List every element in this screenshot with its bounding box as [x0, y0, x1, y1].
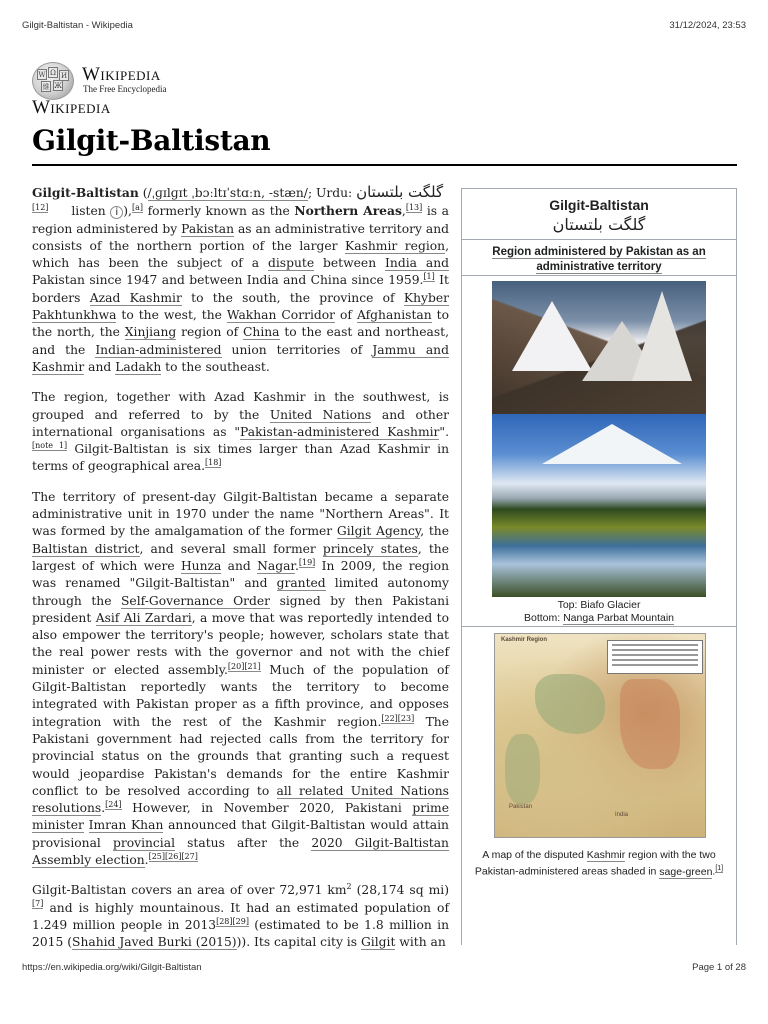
- link-zardari[interactable]: Asif Ali Zardari: [95, 610, 192, 625]
- link-nagar[interactable]: Nagar: [257, 558, 295, 573]
- link-nanga-parbat[interactable]: Nanga Parbat Mountain: [563, 612, 674, 624]
- link-pakistan[interactable]: Pakistan: [181, 221, 235, 236]
- link-wakhan[interactable]: Wakhan Corridor: [226, 308, 336, 323]
- title-rule: [32, 164, 737, 166]
- link-china[interactable]: China: [243, 325, 280, 340]
- infobox-native-name: گلگت بلتستان: [552, 215, 646, 234]
- t: )). Its capital city is: [236, 935, 361, 950]
- t: Much of the population of Gilgit-Baltistan reportedly wants the territory to become integrated with Pakistan proper as a fifth province, and opposes integration with the rest of the Kashmir region.: [32, 662, 449, 729]
- t: (estimated to be 1.8 million in 2015 (: [32, 917, 449, 950]
- ref-1[interactable]: [1]: [423, 272, 435, 282]
- ref-13[interactable]: [13]: [405, 203, 423, 213]
- photo-caption: [462, 599, 736, 625]
- infobox-divider: [462, 239, 736, 240]
- paragraph-2: [32, 389, 449, 475]
- t: to the east and northeast, and the: [32, 325, 449, 357]
- infobox-divider: [462, 275, 736, 276]
- t: The territory of present-day Gilgit-Baltistan became a separate administrative unit in 1970 under the name "Northern Areas". It was formed by the amalgamation of the former: [32, 489, 449, 539]
- infobox-subtitle-text[interactable]: Region administered by Pakistan as an administrative territory: [492, 246, 706, 273]
- t: [84, 818, 89, 832]
- map-azad-kashmir-area: [505, 734, 540, 804]
- t: Pakistan since 1947 and between India and China since 1959.: [32, 273, 424, 288]
- wordmark-secondary: Wikipedia: [32, 97, 111, 118]
- t: and: [221, 558, 258, 573]
- link-granted[interactable]: granted: [276, 576, 326, 591]
- t: , the: [420, 524, 449, 539]
- paragraph-1: Gilgit-Baltistan (/ˌɡɪlɡɪt ˌbɔːltɪˈstɑːn, -stæn/; Urdu: گلگت بلتستان [12] listen i ),[a] formerly known as the Northern Areas,[13] is a region administered by Pakistan as an administrative territory and consists of the northern portion of the larger Kashmir region, which has been the subject of a dispute between India and Pakistan since 1947 and between India and China since 1959.[1] It borders Azad Kashmir to the south, the province of Khyber Pakhtunkhwa to the west, the Wakhan Corridor of Afghanistan to the north, the Xinjiang region of China to the east and northeast, and the Indian-administered union territories of Jammu and Kashmir and Ladakh to the southeast.: [32, 183, 449, 374]
- link-princely[interactable]: princely states: [322, 541, 418, 556]
- link-azad-kashmir[interactable]: Azad Kashmir: [89, 290, 182, 305]
- note-1[interactable]: [note 1]: [32, 441, 68, 451]
- link-kashmir[interactable]: Kashmir: [586, 849, 626, 861]
- link-baltistan[interactable]: Baltistan district: [32, 541, 140, 556]
- link-election[interactable]: 2020 Gilgit-Baltistan Assembly election: [32, 835, 449, 867]
- map-label-india: India: [615, 812, 629, 818]
- link-jammu-kashmir[interactable]: Jammu and Kashmir: [32, 342, 449, 374]
- biafo-glacier-photo[interactable]: [492, 281, 706, 414]
- infobox-subtitle: [474, 245, 724, 275]
- link-burki[interactable]: Shahid Javed Burki (2015): [72, 935, 237, 950]
- link-afghanistan[interactable]: Afghanistan: [356, 308, 432, 323]
- link-pm[interactable]: prime minister: [32, 801, 449, 833]
- ref-12[interactable]: [12]: [32, 203, 49, 213]
- print-footer-url: https://en.wikipedia.org/wiki/Gilgit-Baltistan: [22, 962, 202, 973]
- lead-name: Gilgit-Baltistan: [32, 185, 139, 200]
- caption-top: Top: Biafo Glacier: [557, 599, 641, 611]
- link-un[interactable]: United Nations: [269, 407, 372, 422]
- t: (28,174 sq mi): [351, 883, 449, 898]
- t: with an: [395, 935, 446, 950]
- wordmark: Wikipedia: [82, 64, 161, 85]
- print-footer: [22, 962, 746, 976]
- t: to the south, the province of: [181, 290, 404, 305]
- peak-shape: [512, 301, 592, 371]
- kashmir-region-map[interactable]: [494, 633, 706, 838]
- t: The region, together with Azad Kashmir in the southwest, is grouped and referred to by the: [32, 390, 449, 422]
- ref-18[interactable]: [18]: [205, 458, 222, 468]
- link-sage-green[interactable]: sage-green: [659, 865, 713, 878]
- tagline: The Free Encyclopedia: [83, 84, 167, 94]
- t: .: [712, 865, 716, 878]
- t: region with the two Pakistan-administered areas shaded in: [474, 849, 716, 878]
- t: to the southeast.: [161, 359, 270, 374]
- t: , the largest of which were: [32, 541, 449, 573]
- link-kpk[interactable]: Khyber Pakhtunkhwa: [32, 290, 449, 323]
- peak-shape: [542, 424, 682, 464]
- t: to the north, the: [32, 308, 449, 340]
- print-header-datetime: 31/12/2024, 23:53: [669, 20, 746, 31]
- t: signed by then Pakistani president: [32, 593, 449, 625]
- link-indian-administered[interactable]: Indian-administered: [95, 342, 222, 357]
- map-title: Kashmir Region: [501, 637, 548, 643]
- ipa-link[interactable]: /ˌɡɪlɡɪt ˌbɔːltɪˈstɑːn, -stæn/: [147, 186, 308, 200]
- t: In 2009, the region was renamed "Gilgit-Baltistan" and: [32, 558, 449, 591]
- urdu-label: ; Urdu:: [307, 186, 353, 200]
- article-body: [32, 184, 449, 964]
- t: It borders: [32, 273, 449, 305]
- note-a[interactable]: [a]: [131, 203, 143, 213]
- link-un-resolutions[interactable]: all related United Nations resolutions: [32, 783, 449, 816]
- t: .: [294, 558, 299, 573]
- t: Gilgit-Baltistan is six times larger than Azad Kashmir in terms of geographical area.: [32, 442, 449, 474]
- map-aksai-chin-area: [620, 679, 680, 769]
- t: union territories of: [221, 342, 373, 357]
- t: , which has been the subject of a: [32, 238, 449, 271]
- print-header: [22, 20, 746, 34]
- t: .: [144, 852, 149, 867]
- t: of: [335, 308, 357, 323]
- link-dispute[interactable]: dispute: [267, 256, 315, 271]
- link-gilgit-agency[interactable]: Gilgit Agency: [336, 524, 421, 539]
- link-kashmir-region[interactable]: Kashmir region: [345, 238, 446, 253]
- ref-22-23[interactable]: [22][23]: [381, 713, 415, 723]
- link-ladakh[interactable]: Ladakh: [115, 359, 162, 374]
- t: ".: [439, 424, 449, 439]
- ref-20-21[interactable]: [20][21]: [227, 661, 261, 671]
- urdu-text: گلگت بلتستان: [356, 183, 444, 201]
- ref-19[interactable]: [19]: [298, 557, 316, 567]
- t: .: [101, 801, 106, 816]
- t: The Pakistani government had rejected calls from the territory for provincial status on the grounds that granting such a request would jeopardise Pakistan's demands for the entire Kashmir conflict to be resolved according to: [32, 714, 449, 798]
- t: However, in November 2020, Pakistani: [121, 801, 413, 816]
- t: and: [84, 359, 116, 374]
- link-gilgit[interactable]: Gilgit: [360, 935, 396, 950]
- map-caption: [472, 849, 726, 879]
- superscript-2: 2: [346, 882, 352, 892]
- t: , a move that was reportedly intended to also empower the territory's people; however, scholars state that the real power rests with the governor and not with the chief minister or elected assembly.: [32, 610, 449, 677]
- t: region of: [176, 325, 243, 340]
- link-xinjiang[interactable]: Xinjiang: [124, 325, 177, 340]
- map-label-pakistan: Pakistan: [509, 804, 533, 810]
- t: limited autonomy through the: [32, 576, 449, 608]
- paragraph-4: [32, 882, 449, 951]
- t: to the west, the: [116, 308, 227, 323]
- map-gilgit-baltistan-area: [535, 674, 605, 734]
- link-india[interactable]: India and: [385, 256, 449, 271]
- t: is a region administered by: [32, 204, 449, 236]
- wikipedia-logo[interactable]: [32, 60, 232, 100]
- ref-25-27[interactable]: [25][26][27]: [148, 851, 198, 861]
- t: announced that Gilgit-Baltistan would attain provisional: [32, 818, 449, 850]
- link-provincial[interactable]: provincial: [112, 835, 176, 850]
- t: and is highly mountainous. It had an estimated population of 1.249 million people in 2013: [32, 900, 449, 932]
- map-legend: [607, 640, 703, 674]
- peak-shape: [632, 291, 692, 381]
- link-imran-khan[interactable]: Imran Khan: [88, 818, 164, 833]
- t: as an administrative territory and consists of the northern portion of the larger: [32, 221, 449, 253]
- caption-bottom-prefix: Bottom:: [523, 612, 564, 624]
- t: , and several small former: [139, 541, 323, 556]
- t: Gilgit-Baltistan covers an area of over 72,971 km: [32, 883, 347, 898]
- speaker-icon[interactable]: i: [110, 206, 123, 219]
- page-title: Gilgit-Baltistan: [32, 124, 271, 157]
- print-footer-page: Page 1 of 28: [692, 962, 746, 973]
- t: status after the: [175, 835, 312, 850]
- link-sgo[interactable]: Self-Governance Order: [121, 593, 271, 608]
- t: and other international organisations as ": [32, 407, 449, 439]
- infobox-divider: [462, 626, 736, 627]
- ref-1[interactable]: [1]: [715, 865, 724, 872]
- ref-7[interactable]: [7]: [32, 899, 44, 909]
- link-pak-kashmir[interactable]: Pakistan-administered Kashmir: [240, 424, 440, 439]
- wikipedia-globe-icon: W Ω И 維 Ж: [32, 62, 74, 100]
- link-hunza[interactable]: Hunza: [180, 558, 222, 573]
- nanga-parbat-photo[interactable]: [492, 414, 706, 597]
- listen-label[interactable]: listen: [71, 204, 106, 219]
- ref-28-29[interactable]: [28][29]: [216, 916, 249, 926]
- print-header-title: Gilgit-Baltistan - Wikipedia: [22, 20, 133, 31]
- t: between: [314, 256, 386, 271]
- infobox: [461, 188, 737, 945]
- paragraph-3: [32, 489, 449, 870]
- ref-24[interactable]: [24]: [105, 800, 122, 809]
- t: formerly known as the: [142, 204, 295, 219]
- t: A map of the disputed: [482, 849, 587, 861]
- infobox-title: Gilgit-Baltistan: [549, 197, 649, 213]
- northern-areas: Northern Areas: [294, 203, 402, 219]
